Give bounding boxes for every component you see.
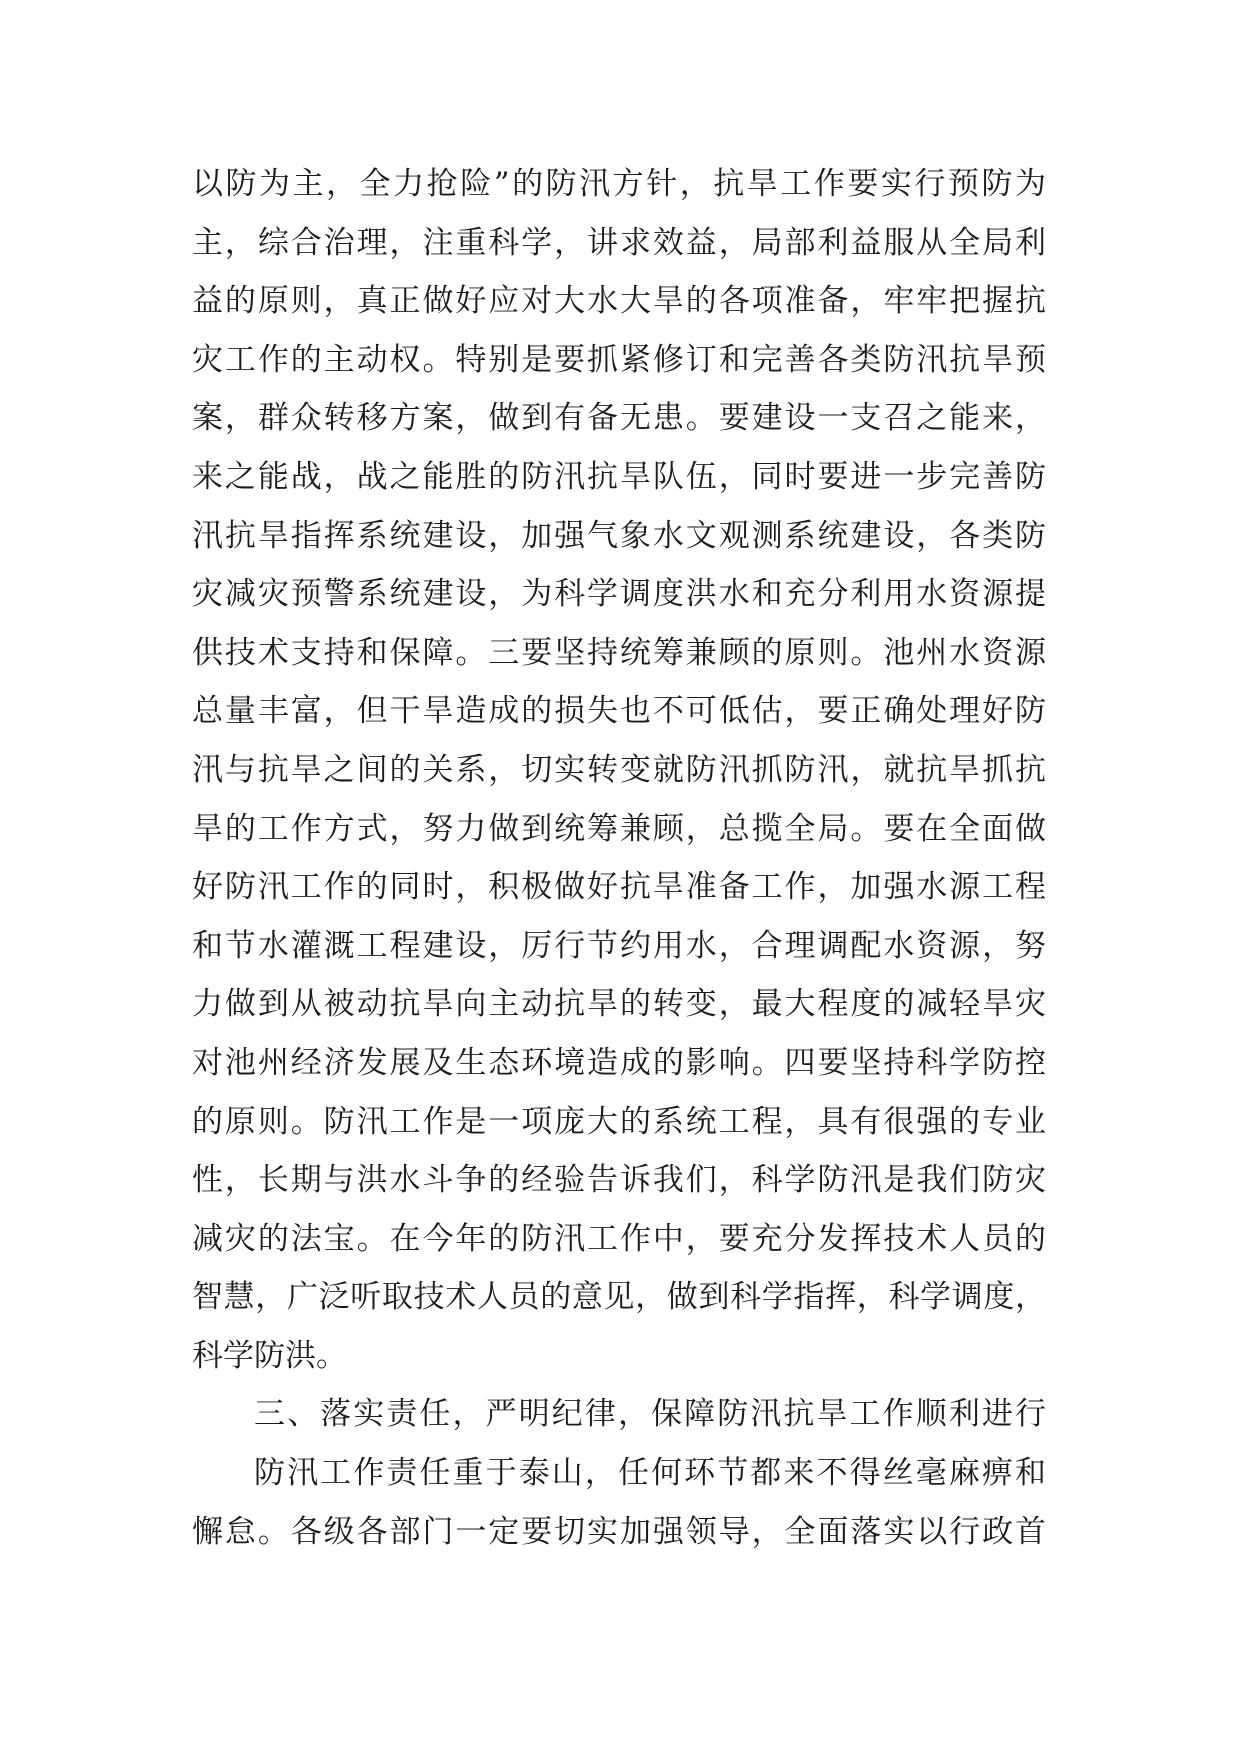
text-line: 来之能战，战之能胜的防汛抗旱队伍，同时要进一步完善防 [192, 458, 1046, 495]
text-line: 的原则。防汛工作是一项庞大的系统工程，具有很强的专业 [192, 1103, 1046, 1140]
section-heading: 三、落实责任，严明纪律，保障防汛抗旱工作顺利进行 [254, 1396, 1046, 1433]
text-line: 和节水灌溉工程建设，厉行节约用水，合理调配水资源，努 [192, 927, 1046, 964]
text-line: 以防为主，全力抢险”的防汛方针，抗旱工作要实行预防为 [192, 166, 1046, 202]
text-line: 智慧，广泛听取技术人员的意见，做到科学指挥，科学调度， [192, 1279, 1046, 1316]
text-line: 灾减灾预警系统建设，为科学调度洪水和充分利用水资源提 [192, 576, 1046, 613]
text-line: 灾工作的主动权。特别是要抓紧修订和完善各类防汛抗旱预 [192, 341, 1046, 378]
paragraph-first-line: 防汛工作责任重于泰山，任何环节都来不得丝毫麻痹和 [254, 1455, 1046, 1492]
text-line: 供技术支持和保障。三要坚持统筹兼顾的原则。池州水资源 [192, 634, 1046, 671]
text-line: 益的原则，真正做好应对大水大旱的各项准备，牢牢把握抗 [192, 283, 1046, 320]
text-line: 减灾的法宝。在今年的防汛工作中，要充分发挥技术人员的 [192, 1220, 1046, 1257]
text-line: 旱的工作方式，努力做到统筹兼顾，总揽全局。要在全面做 [192, 810, 1046, 847]
paragraph-end-line: 科学防洪。 [192, 1337, 347, 1374]
text-line: 案，群众转移方案，做到有备无患。要建设一支召之能来， [192, 400, 1046, 437]
text-line: 汛与抗旱之间的关系，切实转变就防汛抓防汛，就抗旱抓抗 [192, 751, 1046, 788]
text-line: 懈怠。各级各部门一定要切实加强领导，全面落实以行政首 [192, 1513, 1046, 1550]
text-line: 总量丰富，但干旱造成的损失也不可低估，要正确处理好防 [192, 693, 1046, 730]
text-line: 好防汛工作的同时，积极做好抗旱准备工作，加强水源工程 [192, 869, 1046, 906]
text-line: 主，综合治理，注重科学，讲求效益，局部利益服从全局利 [192, 224, 1046, 261]
text-line: 性，长期与洪水斗争的经验告诉我们，科学防汛是我们防灾 [192, 1162, 1046, 1199]
text-line: 对池州经济发展及生态环境造成的影响。四要坚持科学防控 [192, 1044, 1046, 1081]
text-line: 汛抗旱指挥系统建设，加强气象水文观测系统建设，各类防 [192, 517, 1046, 554]
body-text [192, 155, 1046, 1561]
text-line: 力做到从被动抗旱向主动抗旱的转变，最大程度的减轻旱灾 [192, 986, 1046, 1023]
